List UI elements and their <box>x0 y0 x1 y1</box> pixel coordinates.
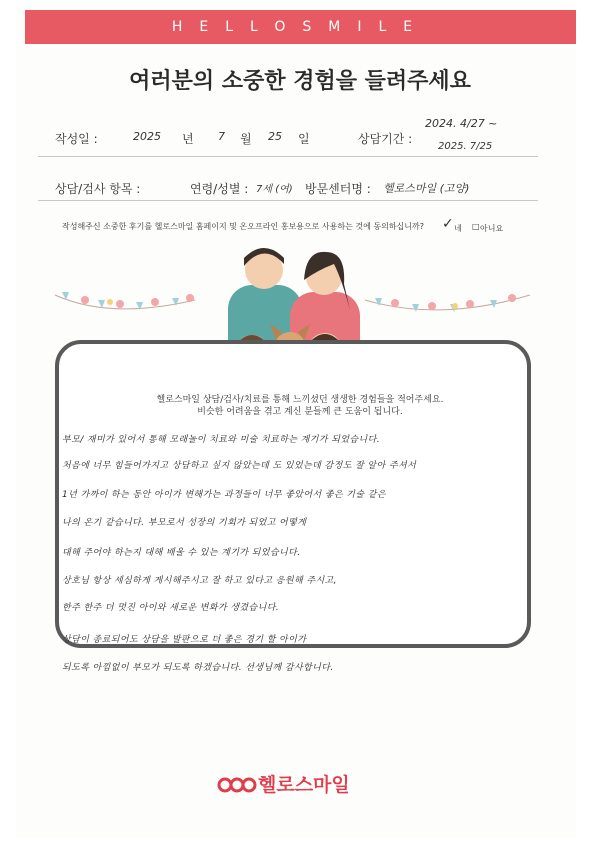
age-value: 7세 (여) <box>256 184 293 195</box>
consent-yes[interactable]: 네 <box>454 224 462 233</box>
review-line: 한주 한주 더 멋진 아이와 새로운 변화가 생겼습니다. <box>62 603 280 613</box>
review-line: 나의 온기 같습니다. 부모로서 성장의 기회가 되었고 어떻게 <box>62 518 307 528</box>
items-label: 상담/검사 항목 : <box>55 182 141 196</box>
brand-banner: HELLOSMILE <box>25 10 576 44</box>
review-line: 부모/ 재미가 있어서 통해 모래놀이 치료와 미술 치료하는 계기가 되었습니다. <box>62 435 380 445</box>
day-unit: 일 <box>298 132 310 146</box>
footer-logo-text: 헬로스마일 <box>258 774 350 796</box>
page-title: 여러분의 소중한 경험을 들려주세요 <box>129 69 471 94</box>
period-end: 2025. 7/25 <box>438 141 493 152</box>
year-unit: 년 <box>182 132 194 146</box>
center-value: 헬로스마일 (고양) <box>383 182 470 195</box>
period-start: 2024. 4/27 ~ <box>425 117 498 130</box>
divider <box>38 200 538 201</box>
review-line: 대해 주어야 하는지 대해 배울 수 있는 계기가 되었습니다. <box>62 548 301 558</box>
consent-text: 작성해주신 소중한 후기를 헬로스마일 홈페이지 및 온오프라인 홍보용으로 사용하는 것에 동의하십니까? <box>62 222 424 231</box>
review-line: 1년 가까이 하는 동안 아이가 변해가는 과정들이 너무 좋았어서 좋은 기술 같은 <box>62 490 386 500</box>
review-line: 되도록 아낌없이 부모가 되도록 하겠습니다. 선생님께 감사합니다. <box>62 663 334 673</box>
review-prompt-sub: 비슷한 어려움을 겪고 계신 분들께 큰 도움이 됩니다. <box>197 407 403 417</box>
month-unit: 월 <box>240 132 252 146</box>
period-label: 상담기간 : <box>358 132 413 146</box>
consent-no: 아니요 <box>480 224 504 233</box>
hellosmile-logo-icon <box>217 770 257 796</box>
review-line: 상호님 항상 세심하게 게시해주시고 잘 하고 있다고 응원해 주시고, <box>62 576 337 586</box>
check-mark-icon: ✓ <box>442 216 454 232</box>
review-prompt: 헬로스마일 상담/검사/치료를 통해 느끼셨던 생생한 경험들을 적어주세요. <box>156 395 444 405</box>
review-line: 상담이 종료되어도 상담을 발판으로 더 좋은 경기 할 아이가 <box>62 635 307 645</box>
age-label: 연령/성별 : <box>190 182 249 196</box>
review-line: 처음에 너무 힘들어가지고 상담하고 싶지 않았는데 도 있었는데 감정도 잘 알아 주셔서 <box>62 461 417 471</box>
divider <box>38 156 538 157</box>
date-label: 작성일 : <box>55 132 98 146</box>
date-day: 25 <box>268 130 282 143</box>
date-year: 2025 <box>133 130 161 143</box>
center-label: 방문센터명 : <box>305 182 371 196</box>
checkbox-icon[interactable]: □ <box>472 222 480 231</box>
date-month: 7 <box>218 130 225 143</box>
